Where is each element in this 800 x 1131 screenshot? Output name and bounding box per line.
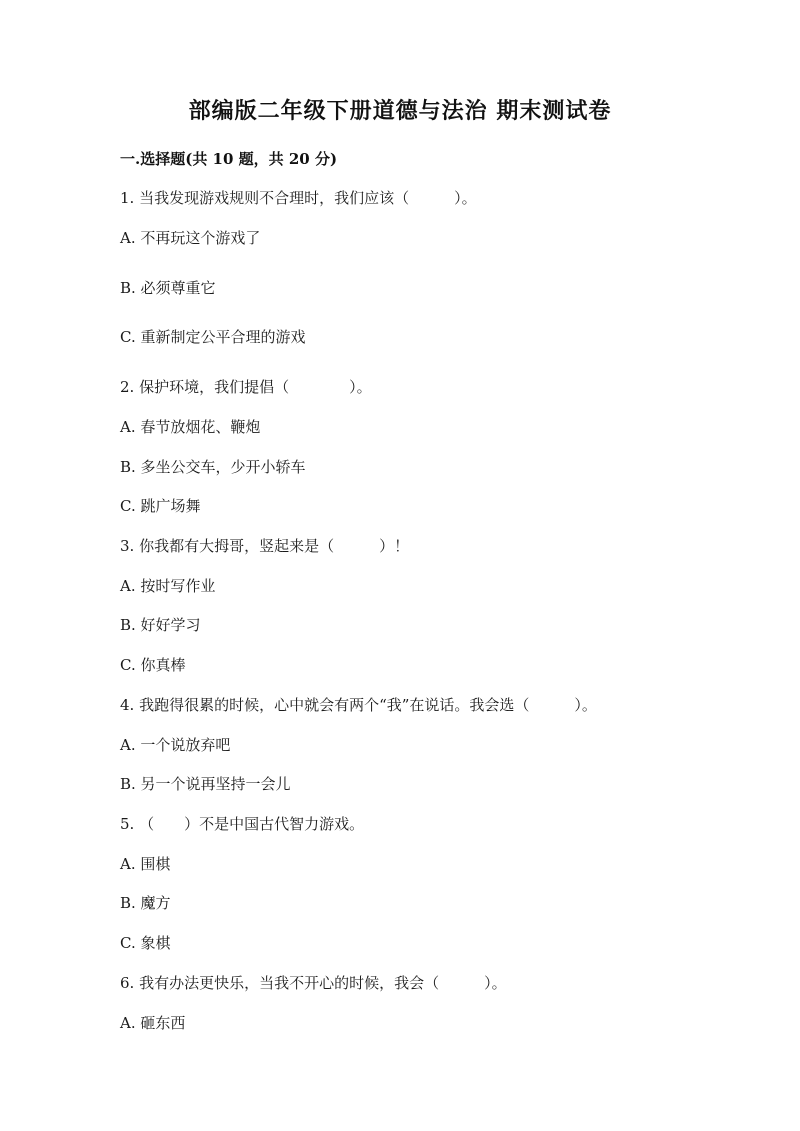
section-heading: 一.选择题(共 10 题，共 20 分): [120, 150, 338, 168]
page-title: 部编版二年级下册道德与法治 期末测试卷: [188, 98, 612, 124]
question-5-option-b: B. 魔方: [120, 894, 171, 912]
question-3-option-c: C. 你真棒: [120, 656, 186, 674]
question-2-option-c: C. 跳广场舞: [120, 497, 201, 515]
question-3-stem: 3. 你我都有大拇哥，竖起来是（ ）！: [120, 537, 410, 555]
question-5-option-a: A. 围棋: [120, 855, 171, 873]
question-3-option-b: B. 好好学习: [120, 616, 201, 634]
question-4-option-b: B. 另一个说再坚持一会儿: [120, 775, 291, 793]
question-3-option-a: A. 按时写作业: [120, 577, 216, 595]
question-1-stem: 1. 当我发现游戏规则不合理时，我们应该（ ）。: [120, 189, 477, 207]
question-1-option-a: A. 不再玩这个游戏了: [120, 229, 261, 247]
question-2-option-b: B. 多坐公交车，少开小轿车: [120, 458, 306, 476]
question-2-option-a: A. 春节放烟花、鞭炮: [120, 418, 261, 436]
question-4-option-a: A. 一个说放弃吧: [120, 736, 231, 754]
question-6-option-a: A. 砸东西: [120, 1014, 186, 1032]
question-2-stem: 2. 保护环境，我们提倡（ ）。: [120, 378, 372, 396]
question-4-stem: 4. 我跑得很累的时候，心中就会有两个“我”在说话。我会选（ ）。: [120, 696, 597, 714]
question-1-option-b: B. 必须尊重它: [120, 279, 216, 297]
question-6-stem: 6. 我有办法更快乐，当我不开心的时候，我会（ ）。: [120, 974, 507, 992]
question-5-stem: 5. （ ）不是中国古代智力游戏。: [120, 815, 365, 833]
question-1-option-c: C. 重新制定公平合理的游戏: [120, 328, 306, 346]
question-5-option-c: C. 象棋: [120, 934, 171, 952]
